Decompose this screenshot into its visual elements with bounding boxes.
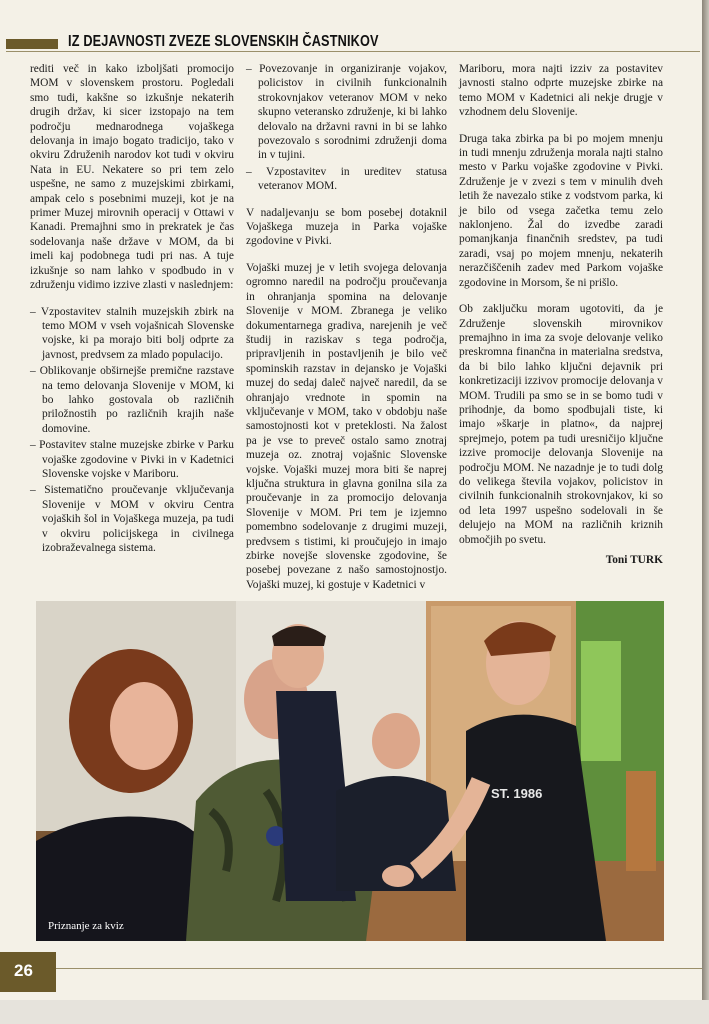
- text-column-2: [246, 62, 447, 604]
- header-color-bar: [6, 39, 58, 49]
- bullet-item: – Oblikovanje obširnejše premične razstave na temo delovanja Slovenije v MOM, ki bo lahko gostovala ob različnih priložnostih po različnih krajih naše domovine.: [30, 365, 234, 435]
- bullet-item: – Postavitev stalne muzejske zbirke v Parku vojaške zgodovine v Pivki in v Kadetnici Slovenske vojske v Mariboru.: [30, 439, 234, 480]
- text-column-3: [459, 62, 663, 567]
- text-column-1: [30, 62, 234, 557]
- page-edge-shadow: [702, 0, 709, 1024]
- paragraph: V nadaljevanju se bom posebej dotaknil Vojaškega muzeja in Parka vojaške zgodovine v Pivki.: [246, 206, 447, 248]
- page-bottom-margin: [0, 1000, 709, 1024]
- photo-caption: Priznanje za kviz: [48, 920, 124, 932]
- shirt-print-text: ST. 1986: [491, 786, 543, 801]
- footer-rule: [56, 968, 702, 969]
- paragraph: Druga taka zbirka pa bi po mojem mnenju in tudi mnenju združenja morala najti stalno mesto v Parku vojaške zgodovine v Pivki. Združenje je v zvezi s tem v minulih dveh letih že navezalo stike z vodstvom parka, ki je bilo od vsega začetka temu zelo naklonjeno. Žal do izvedbe zaradi pomanjkanja finančnih sredstev, pa tudi zaradi, vsaj po mojem mnenju, nekaterih nerazčiščenih zadev med Parkom vojaške zgodovine in Morsom, še ni prišlo.: [459, 132, 663, 289]
- header-rule: [6, 51, 700, 52]
- section-header-title: IZ DEJAVNOSTI ZVEZE SLOVENSKIH ČASTNIKOV: [68, 33, 379, 50]
- article-author: Toni TURK: [605, 554, 663, 566]
- paragraph: Vojaški muzej je v letih svojega delovanja ogromno naredil na področju proučevanja in ohranjanja spomina na delovanje Slovenije v MOM. Zbranega je veliko dokumentarnega gradiva, narejenih je več študij in raziskav s tega področja, pripravljenih in postavljenih je bilo več spominskih razstav in dejansko je Vojaški muzej do sedaj daleč največ naredil, da se ohranjajo vrednote in spomin na vključevanje v MOM, tako v obdobju naše samostojnosti kot v preteklosti. Na žalost pa je vse to preveč ostalo samo znotraj muzeja oz. znotraj vojašnic Slovenske vojske. Vojaški muzej mora biti še naprej ključna struktura in glavna gonilna sila za proučevanje in za promocijo delovanja Slovenije v MOM. Pri tem je izjemno pomembno sodelovanje z drugimi muzeji, predvsem s tistimi, ki proučujejo in imajo zbirke novejše slovenske zgodovine, še posebej povezane z našo samostojnostjo. Vojaški muzej, ki gostuje v Kadetnici v: [246, 261, 447, 591]
- bullet-item: – Sistematično proučevanje vključevanja Slovenije v MOM v okviru Centra vojaških šol in Vojaškega muzeja, pa tudi v okviru policijskega in civilnega izobraževalnega sistema.: [30, 484, 234, 554]
- photo-illustration: [36, 601, 664, 941]
- bullet-item: – Vzpostavitev in ureditev statusa veteranov MOM.: [246, 165, 447, 193]
- bullet-item: – Povezovanje in organiziranje vojakov, policistov in civilnih funkcionalnih strokovnjakov veteranov MOM v neko skupno veteransko združenje, ki bi lahko delovalo na državni ravni in bi se lahko povezovalo s sorodnimi združenji doma in v tujini.: [246, 63, 447, 162]
- bullet-item: – Vzpostavitev stalnih muzejskih zbirk na temo MOM v vseh vojašnicah Slovenske vojske, ki pa morajo biti bolj odprte za javnost, predvsem za mlado populacijo.: [30, 305, 234, 361]
- paragraph: Mariboru, mora najti izziv za postavitev javnosti stalno odprte muzejske zbirke na temo MOM v Kadetnici ali nekje drugje v vzhodnem delu Slovenije.: [459, 63, 663, 119]
- paragraph: Ob zaključku moram ugotoviti, da je Združenje slovenskih mirovnikov premajhno in ima za svoje delovanje veliko preskromna finančna in materialna sredstva, da bi bilo lahko ključni dejavnik pri konkretizaciji izzivov promocije delovanja v MOM. Trudili pa smo se in se bomo tudi v prihodnje, da bomo spodbujali tiste, ki imajo »škarje in platno«, da najprej sprejmejo, potem pa tudi uresničijo ključne izzive promocije delovanja Slovenije na področju MOM. Ne nazadnje je to tudi dolg do velikega števila vojakov, policistov in civilnih funkcionalnih strokovnjakov, ki so od leta 1997 uspešno sodelovali in še delujejo na MOM na različnih kriznih območjih po svetu.: [459, 303, 663, 546]
- article-photo: [36, 601, 664, 941]
- paragraph: rediti več in kako izboljšati promocijo MOM v slovenskem prostoru. Pogledali smo tudi, kakšne so izkušnje nekaterih drugih držav, ki sicer izstopajo na tem področju mednarodnega vojaškega delovanja in imajo bogato tradicijo, tako v okviru Združenih narodov kot tudi v okviru Nata in EU. Nekatere so pri tem zelo uspešne, ne samo z muzejskimi zbirkami, ampak celo s posebnimi muzeji, kot je na primer Muzej mirovnih operacij v Ottawi v Kanadi. Premajhni smo in prekratek je čas sodelovanja naše države v MOM, da bi imeli kaj podobnega tudi pri nas. A tuje izkušnje so nam lahko v spodbudo in v združenju vidimo izzive zlasti v naslednjem:: [30, 63, 234, 292]
- page-number: 26: [14, 961, 33, 980]
